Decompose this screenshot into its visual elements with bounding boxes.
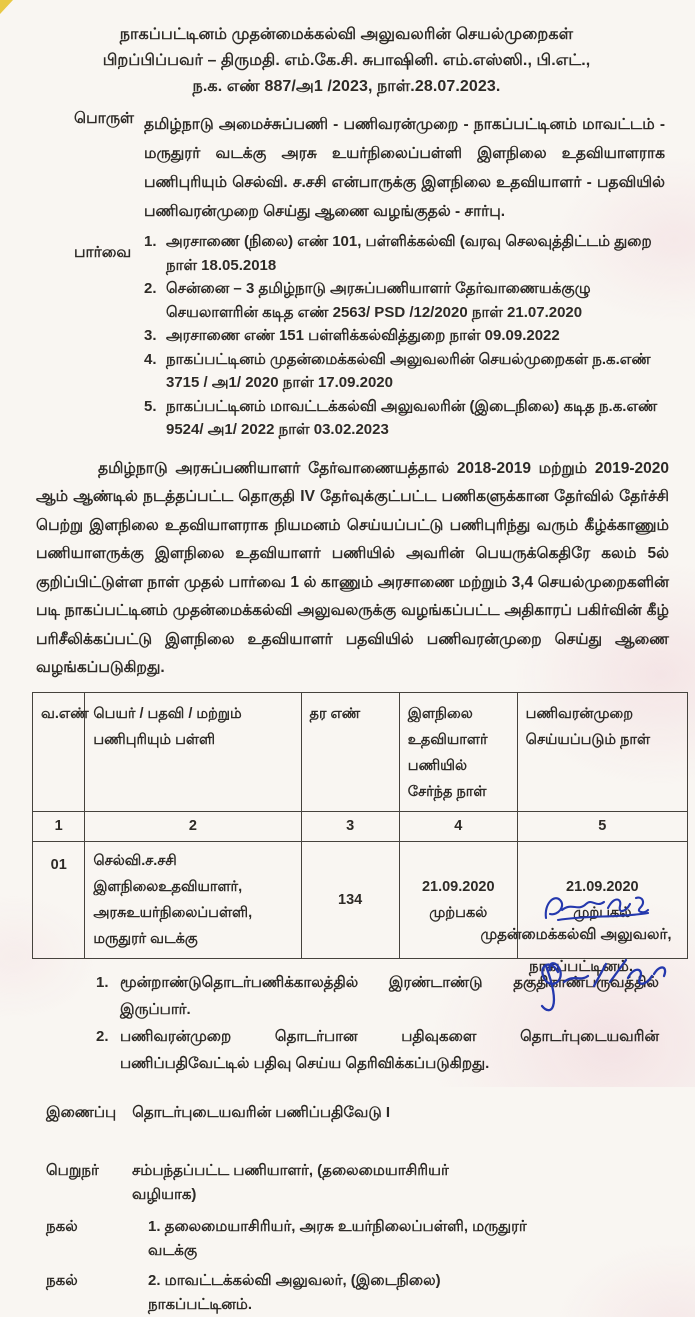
references-label: பார்வை: [74, 244, 132, 261]
header-reference-number: ந.க. எண் 887/அ1 /2023, நாள்.28.07.2023.: [192, 78, 501, 95]
header-name-designation-school: பெயர் / பதவி / மற்றும் பணிபுரியும் பள்ளி: [85, 692, 301, 811]
employee-designation: இளநிலைஉதவியாளர்,: [93, 878, 243, 895]
cell-grade-no: 134: [301, 841, 399, 958]
notes-section: [96, 969, 659, 1077]
reference-number: 3.: [144, 327, 157, 344]
copy-text: 1. தலைமையாசிரியர், அரசு உயர்நிலைப்பள்ளி, மருதுரர் வடக்கு: [148, 1217, 527, 1259]
column-number: 4: [399, 811, 517, 841]
order-body-paragraph: தமிழ்நாடு அரசுப்பணியாளர் தேர்வாணையத்தால் 2018-2019 மற்றும் 2019-2020 ஆம் ஆண்டில் நடத்தப்பட்ட தொகுதி IV தேர்வுக்குட்பட்ட பணிகளுக்கான தேர்வில் தேர்ச்சி பெற்று இளநிலை உதவியாளராக நியமனம் செய்யப்பட்டு பணிபுரிந்து வரும் கீழ்க்காணும் பணியாளருக்கு இளநிலை உதவியாளர் பணியில் அவரின் பெயருக்கெதிரே கலம் 5ல் குறிப்பிட்டுள்ள நாள் முதல் பார்வை 1 ல் காணும் அரசாணை மற்றும் 3,4 செயல்முறைகளின் படி நாகப்பட்டினம் முதன்மைக்கல்வி அலுவலருக்கு வழங்கப்பட்ட அதிகாரப் பகிர்வின் கீழ் பரிசீலிக்கப்பட்டு இளநிலை உதவியாளர் பதவியில் பணிவரன்முறை செய்து ஆணை வழங்கப்படுகிறது.: [36, 459, 669, 676]
header-issuer-line: பிறப்பிப்பவர் – திருமதி. எம்.கே.சி. சுபாஷினி. எம்.எஸ்ஸி., பி.எட்.,: [102, 52, 591, 69]
note-text: மூன்றாண்டுதொடர்பணிக்காலத்தில் இரண்டாண்டு தகுதிகாண்பருவத்தில் இருப்பார்.: [120, 973, 659, 1018]
note-text: பணிவரன்முறை தொடர்பான பதிவுகளை தொடர்புடையவரின் பணிப்பதிவேட்டில் பதிவு செய்ய தெரிவிக்கப்படுகிறது.: [120, 1027, 659, 1072]
cell-serial-no: 01: [33, 841, 85, 958]
signatory-designation: முதன்மைக்கல்வி அலுவலர்,: [480, 926, 672, 943]
reference-item: [144, 348, 659, 395]
page-corner-fold: [0, 0, 13, 14]
signatory-place: நாகப்பட்டினம்.: [528, 958, 634, 975]
subject-section: [34, 110, 685, 226]
recipient-text: சம்பந்தப்பட்ட பணியாளர், (தலைமையாசிரியர் வழியாக): [132, 1161, 449, 1203]
employee-school: அரசுஉயர்நிலைப்பள்ளி,: [93, 904, 253, 921]
enclosure-label: இணைப்பு: [46, 1103, 117, 1121]
employee-school-place: மருதுரர் வடக்கு: [93, 930, 198, 947]
note-item: [96, 1023, 659, 1077]
subject-label: பொருள்: [74, 110, 135, 127]
reference-text: அரசாணை (நிலை) எண் 101, பள்ளிக்கல்வி (வரவு செலவுத்திட்டம் துறை நாள் 18.05.2018: [166, 233, 652, 274]
note-number: 2.: [96, 1027, 109, 1045]
regularised-date: 21.09.2020: [566, 878, 639, 895]
copy-row: [46, 1215, 546, 1263]
subject-text: தமிழ்நாடு அமைச்சுப்பணி - பணிவரன்முறை - நாகப்பட்டினம் மாவட்டம் - மருதுரர் வடக்கு அரசு உயர்நிலைப்பள்ளி இளநிலை உதவியாளராக பணிபுரியும் செல்வி. ச.சசி என்பாருக்கு இளநிலை உதவியாளர் - பதவியில் பணிவரன்முறை செய்து ஆணை வழங்குதல் - சார்பு.: [144, 116, 665, 220]
copy-row: [46, 1269, 546, 1317]
reference-item: [144, 277, 659, 324]
reference-item: [144, 230, 659, 277]
reference-item: [144, 395, 659, 442]
column-number: 2: [85, 811, 301, 841]
table-header-row: [33, 692, 688, 811]
reference-number: 1.: [144, 233, 157, 250]
header-serial-no: வ.எண்: [33, 692, 85, 811]
enclosure-text: தொடர்புடையவரின் பணிப்பதிவேடு I: [132, 1103, 391, 1121]
table-column-number-row: [33, 811, 688, 841]
regularised-session: முற்பகல்: [573, 904, 632, 921]
reference-text: சென்னை – 3 தமிழ்நாடு அரசுப்பணியாளர் தேர்வாணையக்குழு செயலாளரின் கடித எண் 2563/ PSD /12/2020 நாள் 21.07.2020: [166, 280, 591, 321]
employee-name: செல்வி.ச.சசி: [93, 852, 177, 869]
header-grade-no: தர எண்: [301, 692, 399, 811]
column-number: 5: [517, 811, 687, 841]
joined-date: 21.09.2020: [421, 878, 495, 895]
header-date-regularised: பணிவரன்முறை செய்யப்படும் நாள்: [517, 692, 687, 811]
cell-name-designation-school: [85, 841, 301, 958]
document-header: [52, 22, 641, 100]
reference-text: நாகப்பட்டினம் முதன்மைக்கல்வி அலுவலரின் செயல்முறைகள் ந.க.எண் 3715 / அ1/ 2020 நாள் 17.09.2020: [166, 350, 651, 391]
regularisation-table: [32, 692, 688, 959]
reference-text: நாகப்பட்டினம் மாவட்டக்கல்வி அலுவலரின் (இடைநிலை) கடித ந.க.எண் 9524/ அ1/ 2022 நாள் 03.02.2023: [166, 397, 658, 438]
copy-label: நகல்: [46, 1217, 78, 1235]
reference-number: 2.: [144, 280, 157, 297]
copy-text: 2. மாவட்டக்கல்வி அலுவலர், (இடைநிலை) நாகப்பட்டினம்.: [148, 1271, 441, 1313]
column-number: 1: [33, 811, 85, 841]
joined-session: முற்பகல்: [429, 904, 488, 921]
column-number: 3: [301, 811, 399, 841]
reference-item: [144, 324, 659, 348]
recipient-row: [46, 1159, 516, 1207]
reference-text: அரசாணை எண் 151 பள்ளிக்கல்வித்துறை நாள் 09.09.2022: [166, 327, 560, 344]
references-list: [144, 230, 659, 442]
header-date-joined: இளநிலை உதவியாளர் பணியில் சேர்ந்த நாள்: [399, 692, 517, 811]
recipient-label: பெறுநர்: [46, 1161, 99, 1179]
references-section: [34, 230, 685, 442]
copy-label: நகல்: [46, 1271, 78, 1289]
enclosure-row: [46, 1101, 685, 1125]
reference-number: 5.: [144, 397, 157, 415]
note-number: 1.: [96, 973, 109, 991]
header-office-line: நாகப்பட்டினம் முதன்மைக்கல்வி அலுவலரின் செயல்முறைகள்: [119, 26, 574, 43]
reference-number: 4.: [144, 350, 157, 368]
